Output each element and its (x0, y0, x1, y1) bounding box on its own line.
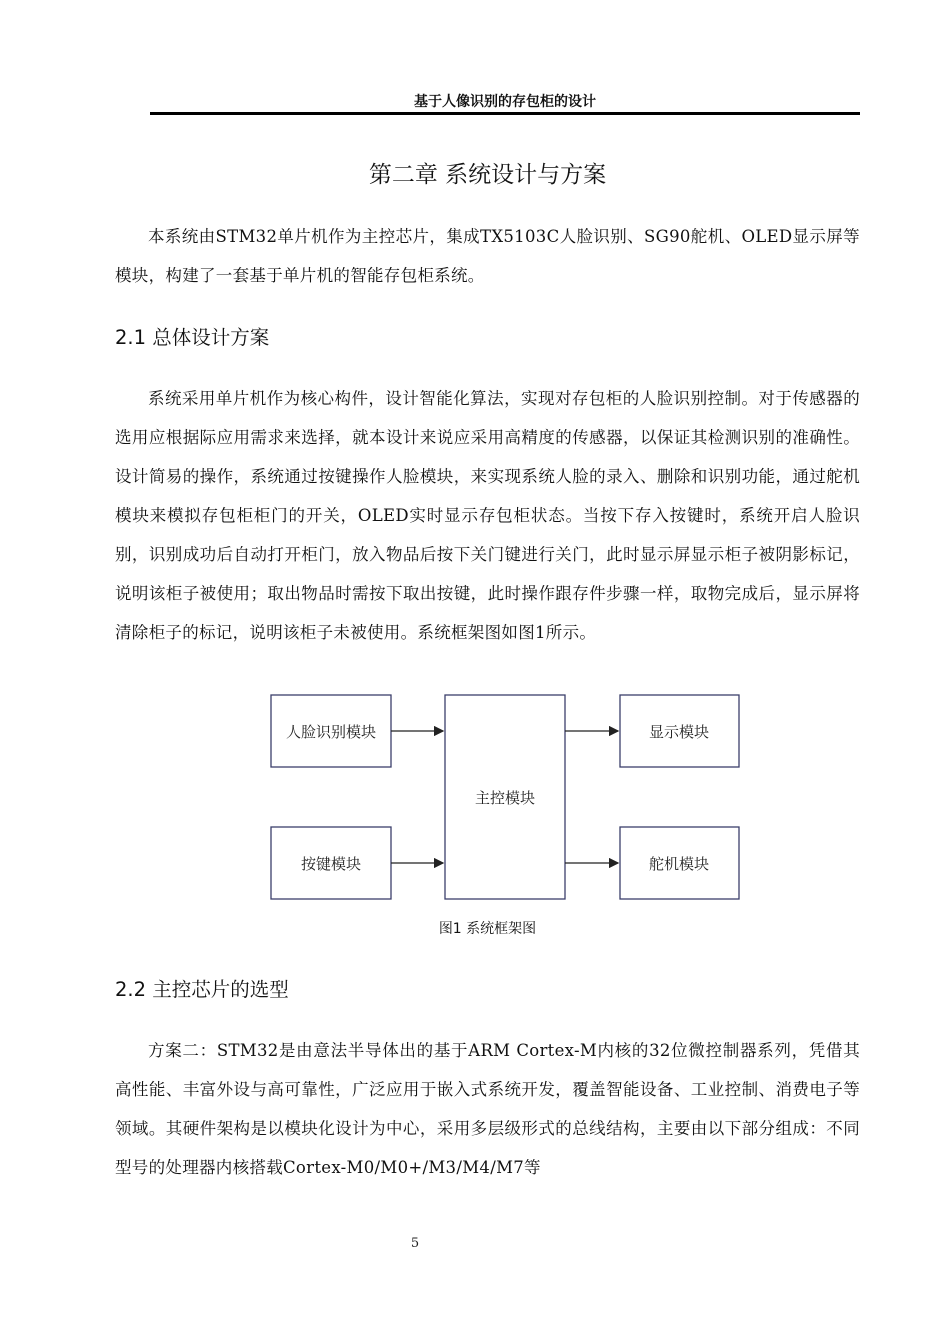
page-number: 5 (410, 1236, 420, 1251)
section-2-2-paragraph: 方案二：STM32是由意法半导体出的基于ARM Cortex-M内核的32位微控制器系列，凭借其高性能、丰富外设与高可靠性，广泛应用于嵌入式系统开发，覆盖智能设备、工业控制、消费电子等领域。其硬件架构是以模块化设计为中心，采用多层级形式的总线结构，主要由以下部分组成：不同型号的处理器内核搭载Cortex-M0/M0+/M3/M4/M7等 (115, 1041, 860, 1177)
servo-block-label: 舵机模块 (648, 855, 710, 873)
chapter-title: 第二章 系统设计与方案 (368, 162, 607, 188)
section-2-1-paragraph: 系统采用单片机作为核心构件，设计智能化算法，实现对存包柜的人脸识别控制。对于传感器的选用应根据际应用需求来选择，就本设计来说应采用高精度的传感器，以保证其检测识别的准确性。设计简易的操作，系统通过按键操作人脸模块，来实现系统人脸的录入、删除和识别功能，通过舵机模块来模拟存包柜柜门的开关，OLED实时显示存包柜状态。当按下存入按键时，系统开启人脸识别，识别成功后自动打开柜门，放入物品后按下关门键进行关门，此时显示屏显示柜子被阴影标记，说明该柜子被使用；取出物品时需按下取出按键，此时操作跟存件步骤一样，取物完成后，显示屏将清除柜子的标记，说明该柜子未被使用。系统框架图如图1所示。 (115, 389, 860, 642)
header-rule (150, 112, 860, 115)
system-block-diagram (268, 692, 742, 902)
intro-paragraph: 本系统由STM32单片机作为主控芯片，集成TX5103C人脸识别、SG90舵机、OLED显示屏等模块，构建了一套基于单片机的智能存包柜系统。 (115, 227, 860, 285)
display-block-label: 显示模块 (648, 723, 710, 741)
running-header-title: 基于人像识别的存包柜的设计 (414, 94, 596, 110)
figure-caption: 图1 系统框架图 (438, 921, 537, 937)
section-heading-2-1: 2.1 总体设计方案 (115, 326, 270, 349)
face-recognition-label: 人脸识别模块 (285, 723, 377, 741)
key-block-label: 按键模块 (300, 855, 362, 873)
main-control-label: 主控模块 (474, 789, 536, 807)
section-heading-2-2: 2.2 主控芯片的选型 (115, 978, 289, 1001)
